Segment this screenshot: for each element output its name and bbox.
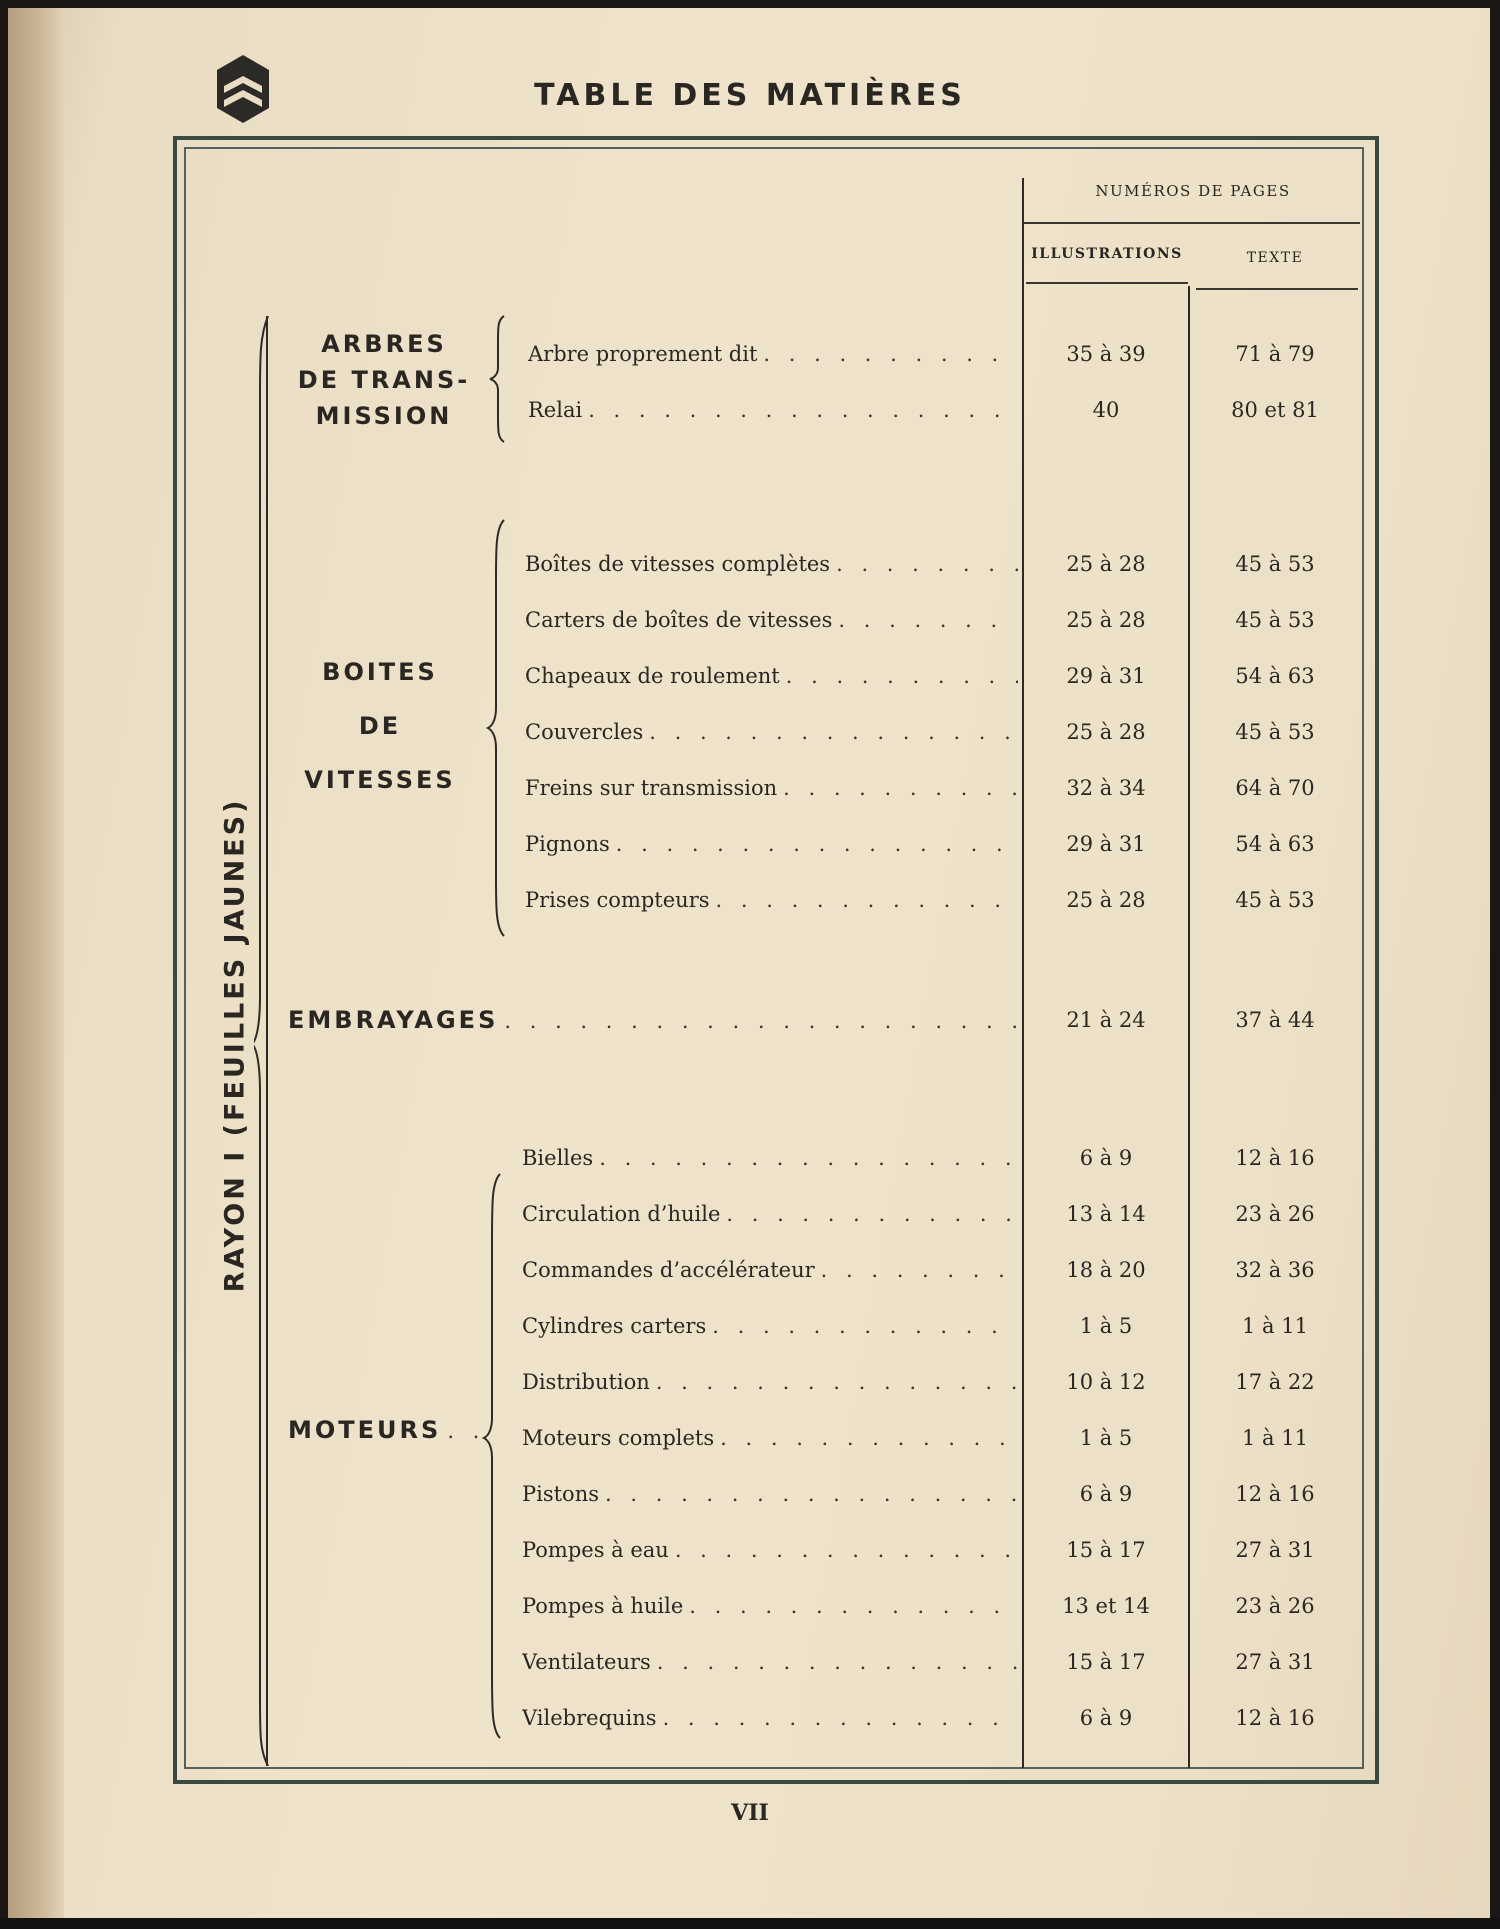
page-texte: 37 à 44 (1235, 1008, 1315, 1032)
entry-label: Pistons (522, 1482, 600, 1506)
entry-label: Pignons (525, 832, 610, 856)
entry-label: Ventilateurs (522, 1650, 651, 1674)
page-texte: 23 à 26 (1235, 1202, 1315, 1226)
section-moteurs: MOTEURS (288, 1416, 442, 1444)
list-item (0, 1588, 1500, 1624)
leader-dots (706, 1308, 1018, 1344)
header-numeros-de-pages: NUMÉROS DE PAGES (1095, 182, 1291, 200)
page-illustrations: 13 à 14 (1066, 1202, 1146, 1226)
entry-label: Commandes d’accélérateur (522, 1258, 815, 1282)
page-texte: 1 à 11 (1242, 1426, 1308, 1450)
page-illustrations: 6 à 9 (1079, 1482, 1133, 1506)
page-texte: 23 à 26 (1235, 1594, 1315, 1618)
page-illustrations: 15 à 17 (1066, 1538, 1146, 1562)
page-texte: 27 à 31 (1235, 1650, 1315, 1674)
leader-dots (815, 1252, 1018, 1288)
leader-dots (710, 882, 1018, 918)
leader-dots (669, 1532, 1018, 1568)
header-divider (1024, 222, 1360, 224)
page-texte: 12 à 16 (1235, 1706, 1315, 1730)
section-arbres-line1: ARBRES (321, 330, 447, 358)
entry-label: Bielles (522, 1146, 594, 1170)
page-number: VII (731, 1800, 769, 1826)
list-item (0, 1532, 1500, 1568)
entry-label: Carters de boîtes de vitesses (525, 608, 833, 632)
leader-dots (651, 1644, 1018, 1680)
page-texte: 54 à 63 (1235, 664, 1315, 688)
leader-dots (593, 1140, 1018, 1176)
entry-label: Vilebrequins (522, 1706, 657, 1730)
page-texte: 80 et 81 (1231, 398, 1319, 422)
page-texte: 45 à 53 (1235, 720, 1315, 744)
list-item (0, 1364, 1500, 1400)
page-binding (8, 8, 64, 1918)
list-item (0, 336, 1500, 372)
page-title: TABLE DES MATIÈRES (534, 78, 966, 113)
section-boites-line2: DE (358, 712, 402, 740)
section-arbres-line3: MISSION (315, 402, 453, 430)
leader-dots (610, 826, 1018, 862)
leader-dots (683, 1588, 1018, 1624)
page-texte: 54 à 63 (1235, 832, 1315, 856)
leader-dots (643, 714, 1018, 750)
leader-dots (832, 602, 1018, 638)
page-texte: 27 à 31 (1235, 1538, 1315, 1562)
entry-label: Moteurs complets (522, 1426, 715, 1450)
page-illustrations: 1 à 5 (1079, 1426, 1133, 1450)
leader-dots (780, 658, 1018, 694)
entry-label: Relai (528, 398, 583, 422)
page-illustrations: 6 à 9 (1079, 1146, 1133, 1170)
list-item (0, 1644, 1500, 1680)
entry-label: Distribution (522, 1370, 650, 1394)
list-item (0, 546, 1500, 582)
leader-dots (650, 1364, 1018, 1400)
leader-dots (657, 1700, 1018, 1736)
entry-label: Prises compteurs (525, 888, 710, 912)
page-illustrations: 29 à 31 (1066, 832, 1146, 856)
page-illustrations: 13 et 14 (1062, 1594, 1150, 1618)
entry-label: Pompes à huile (522, 1594, 684, 1618)
list-item (0, 770, 1500, 806)
page-illustrations: 25 à 28 (1066, 552, 1146, 576)
list-item (0, 1420, 1500, 1456)
page-texte: 64 à 70 (1235, 776, 1315, 800)
entry-label: Circulation d’huile (522, 1202, 721, 1226)
page-illustrations: 35 à 39 (1066, 342, 1146, 366)
page-texte: 32 à 36 (1235, 1258, 1315, 1282)
header-texte: TEXTE (1246, 250, 1304, 266)
rayon-side-label-text: RAYON I (FEUILLES JAUNES) (219, 797, 251, 1293)
leader-dots (498, 1003, 1018, 1038)
page-illustrations: 10 à 12 (1066, 1370, 1146, 1394)
page-illustrations: 15 à 17 (1066, 1650, 1146, 1674)
list-item (0, 1196, 1500, 1232)
entry-label: Pompes à eau (522, 1538, 669, 1562)
entry-label: Couvercles (525, 720, 644, 744)
leader-dots (599, 1476, 1018, 1512)
page-illustrations: 25 à 28 (1066, 720, 1146, 744)
list-item (0, 658, 1500, 694)
leader-dots (777, 770, 1018, 806)
entry-label: Freins sur transmission (525, 776, 778, 800)
page-illustrations: 6 à 9 (1079, 1706, 1133, 1730)
page-texte: 12 à 16 (1235, 1482, 1315, 1506)
page-texte: 45 à 53 (1235, 608, 1315, 632)
leader-dots (582, 392, 1018, 428)
leader-dots (720, 1196, 1018, 1232)
list-item (0, 1308, 1500, 1344)
page-illustrations: 25 à 28 (1066, 608, 1146, 632)
list-item (0, 602, 1500, 638)
header-illustrations: ILLUSTRATIONS (1031, 246, 1183, 262)
page-illustrations: 21 à 24 (1066, 1008, 1146, 1032)
header-underline-illustrations (1026, 282, 1188, 284)
list-item (0, 1476, 1500, 1512)
page-texte: 71 à 79 (1235, 342, 1315, 366)
entry-label: Cylindres carters (522, 1314, 707, 1338)
page-illustrations: 1 à 5 (1079, 1314, 1133, 1338)
list-item-embrayages (0, 1002, 1500, 1038)
scan-edge (0, 1918, 1500, 1929)
list-item (0, 882, 1500, 918)
list-item (0, 392, 1500, 428)
page-texte: 45 à 53 (1235, 888, 1315, 912)
page-illustrations: 18 à 20 (1066, 1258, 1146, 1282)
list-item (0, 1140, 1500, 1176)
page-illustrations: 40 (1092, 398, 1120, 422)
list-item (0, 714, 1500, 750)
leader-dots (757, 336, 1018, 372)
list-item (0, 1700, 1500, 1736)
page-texte: 12 à 16 (1235, 1146, 1315, 1170)
page-texte: 1 à 11 (1242, 1314, 1308, 1338)
page-texte: 45 à 53 (1235, 552, 1315, 576)
page-illustrations: 29 à 31 (1066, 664, 1146, 688)
leader-dots (830, 546, 1018, 582)
entry-label: Boîtes de vitesses complètes (525, 552, 831, 576)
list-item (0, 1252, 1500, 1288)
page-illustrations: 32 à 34 (1066, 776, 1146, 800)
leader-dots (714, 1420, 1018, 1456)
section-embrayages: EMBRAYAGES (288, 1006, 499, 1034)
header-underline-texte (1196, 288, 1358, 290)
entry-label: Arbre proprement dit (528, 342, 758, 366)
section-arbres-line2: DE TRANS- (297, 366, 471, 394)
section-boites-line1: BOITES (322, 658, 438, 686)
page-illustrations: 25 à 28 (1066, 888, 1146, 912)
page-texte: 17 à 22 (1235, 1370, 1315, 1394)
list-item (0, 826, 1500, 862)
section-boites-line3: VITESSES (304, 766, 456, 794)
entry-label: Chapeaux de roulement (525, 664, 780, 688)
